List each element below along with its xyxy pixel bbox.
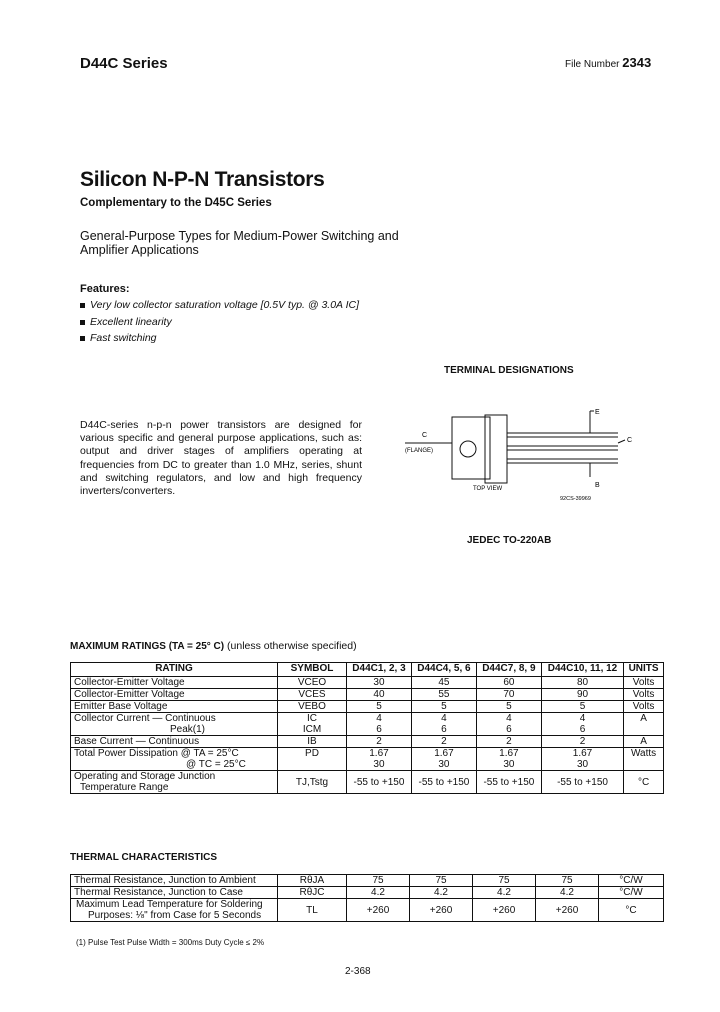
footnote: (1) Pulse Test Pulse Width = 300ms Duty Cycle ≤ 2%: [76, 938, 265, 947]
file-number-value: 2343: [622, 55, 652, 70]
column-header: D44C7, 8, 9: [476, 663, 541, 677]
feature-item: [80, 316, 172, 328]
table-cell: [541, 748, 623, 771]
series-title: D44C Series: [80, 55, 168, 72]
table-cell: IB: [278, 736, 347, 748]
table-cell: 45: [411, 677, 476, 689]
table-cell: 4.2: [536, 887, 599, 899]
cell-text: 6: [441, 724, 447, 735]
table-row: [71, 689, 664, 701]
table-cell: +260: [473, 899, 536, 922]
table-cell: PD: [278, 748, 347, 771]
flange-outline: [452, 417, 490, 479]
table-cell: [278, 713, 347, 736]
table-cell: Volts: [624, 701, 664, 713]
table-row: [71, 677, 664, 689]
cell-text: 6: [376, 724, 382, 735]
table-row: [71, 713, 664, 736]
table-row: [71, 875, 664, 887]
table-cell: 55: [411, 689, 476, 701]
file-number: [565, 55, 651, 70]
table-row: [71, 736, 664, 748]
cell-text: 1.67: [499, 748, 519, 759]
table-cell: Watts: [624, 748, 664, 771]
column-header: UNITS: [624, 663, 664, 677]
table-cell: VEBO: [278, 701, 347, 713]
bullet-icon: [80, 336, 85, 341]
table-cell: [476, 713, 541, 736]
table-cell: VCEO: [278, 677, 347, 689]
table-cell: -55 to +150: [476, 771, 541, 794]
features-heading: Features:: [80, 283, 130, 295]
label-b: B: [595, 482, 600, 489]
table-cell: 5: [347, 701, 412, 713]
cell-text: 4: [441, 713, 447, 724]
table-cell: 80: [541, 677, 623, 689]
cell-text: 1.67: [572, 748, 593, 759]
max-ratings-title: MAXIMUM RATINGS (TA = 25° C): [70, 641, 225, 652]
column-header: D44C4, 5, 6: [411, 663, 476, 677]
table-cell: Base Current — Continuous: [71, 736, 278, 748]
table-cell: Thermal Resistance, Junction to Ambient: [71, 875, 278, 887]
column-header: D44C10, 11, 12: [541, 663, 623, 677]
package-label: JEDEC TO-220AB: [467, 535, 552, 546]
feature-text: Excellent linearity: [90, 316, 172, 328]
column-header: D44C1, 2, 3: [347, 663, 412, 677]
table-header-row: [71, 663, 664, 677]
to220-package-diagram: [400, 395, 640, 510]
table-cell: 5: [411, 701, 476, 713]
table-cell: [347, 713, 412, 736]
table-row: [71, 899, 664, 922]
page-title: Silicon N-P-N Transistors: [80, 168, 325, 191]
cell-text: 30: [503, 759, 515, 770]
label-flange: (FLANGE): [405, 448, 434, 454]
cell-text: Temperature Range: [80, 782, 169, 793]
table-cell: TL: [278, 899, 347, 922]
table-cell: 5: [476, 701, 541, 713]
description: D44C-series n-p-n power transistors are designed for various specific and general purpose applications, such as: output and driver stages of amplifiers operating at frequencies from DC to greater than 1.0 MHz, series, shunt and switching regulators, and low and high frequency inverters/converters.: [80, 419, 362, 498]
table-cell: 60: [476, 677, 541, 689]
cell-text: 4: [579, 713, 586, 724]
table-cell: Collector-Emitter Voltage: [71, 677, 278, 689]
table-cell: 40: [347, 689, 412, 701]
mounting-hole: [460, 441, 476, 457]
table-row: [71, 771, 664, 794]
bullet-icon: [80, 320, 85, 325]
table-cell: [347, 748, 412, 771]
table-cell: [411, 748, 476, 771]
thermal-heading: THERMAL CHARACTERISTICS: [70, 852, 218, 863]
terminal-heading: TERMINAL DESIGNATIONS: [444, 365, 574, 376]
table-cell: 2: [476, 736, 541, 748]
table-cell: -55 to +150: [411, 771, 476, 794]
cell-text: 6: [506, 724, 512, 735]
table-cell: -55 to +150: [347, 771, 412, 794]
table-cell: [411, 713, 476, 736]
cell-text: @ TC = 25°C: [186, 759, 246, 770]
table-cell: +260: [410, 899, 473, 922]
table-cell: 75: [347, 875, 410, 887]
table-cell: 4.2: [473, 887, 536, 899]
table-cell: 90: [541, 689, 623, 701]
cell-text: 4: [376, 713, 382, 724]
column-header: RATING: [71, 663, 278, 677]
table-cell: [541, 713, 623, 736]
table-cell: RθJA: [278, 875, 347, 887]
cell-text: 30: [373, 759, 385, 770]
table-cell: Volts: [624, 689, 664, 701]
table-cell: °C/W: [599, 875, 664, 887]
bullet-icon: [80, 303, 85, 308]
table-cell: RθJC: [278, 887, 347, 899]
feature-item: [80, 299, 359, 311]
table-cell: 75: [473, 875, 536, 887]
feature-text: Very low collector saturation voltage [0.5V typ. @ 3.0A IC]: [90, 299, 360, 311]
package-body: [485, 415, 507, 483]
table-cell: [71, 771, 278, 794]
column-header: SYMBOL: [278, 663, 347, 677]
table-cell: VCES: [278, 689, 347, 701]
figure-code: 92CS-39969: [560, 496, 591, 502]
max-ratings-note: (unless otherwise specified): [227, 640, 357, 652]
feature-text: Fast switching: [90, 332, 157, 344]
cell-text: 30: [576, 759, 589, 770]
cell-text: IC: [307, 713, 317, 724]
top-view-label: TOP VIEW: [473, 486, 503, 492]
table-cell: °C: [624, 771, 664, 794]
table-cell: 30: [347, 677, 412, 689]
cell-text: ICM: [302, 724, 322, 735]
table-cell: Collector-Emitter Voltage: [71, 689, 278, 701]
table-cell: 5: [541, 701, 623, 713]
table-cell: -55 to +150: [541, 771, 623, 794]
cell-text: Operating and Storage Junction: [74, 771, 216, 782]
table-row: [71, 748, 664, 771]
table-cell: °C: [599, 899, 664, 922]
table-cell: °C/W: [599, 887, 664, 899]
table-cell: A: [624, 736, 664, 748]
table-cell: TJ,Tstg: [278, 771, 347, 794]
table-cell: 75: [410, 875, 473, 887]
table-cell: +260: [536, 899, 599, 922]
table-cell: +260: [347, 899, 410, 922]
table-cell: 70: [476, 689, 541, 701]
table-cell: [71, 748, 278, 771]
table-row: [71, 701, 664, 713]
cell-text: Peak(1): [170, 724, 206, 735]
cell-text: 6: [579, 724, 586, 735]
label-c-flange: C: [422, 432, 428, 439]
page-number: 2-368: [345, 966, 371, 977]
max-ratings-heading: [70, 640, 357, 652]
cell-text: 1.67: [369, 748, 389, 759]
cell-text: 4: [506, 713, 512, 724]
cell-text: Maximum Lead Temperature for Soldering: [76, 899, 263, 910]
feature-item: [80, 332, 157, 344]
table-row: [71, 887, 664, 899]
table-cell: 75: [536, 875, 599, 887]
file-number-label: File Number: [565, 59, 620, 70]
table-cell: 2: [541, 736, 623, 748]
cell-text: 1.67: [434, 748, 454, 759]
table-cell: [476, 748, 541, 771]
table-cell: Emitter Base Voltage: [71, 701, 278, 713]
cell-text: Purposes: ⅛" from Case for 5 Seconds: [88, 910, 262, 921]
table-cell: [71, 713, 278, 736]
table-cell: A: [624, 713, 664, 736]
table-cell: 4.2: [410, 887, 473, 899]
table-cell: 2: [411, 736, 476, 748]
table-cell: [71, 899, 278, 922]
table-cell: 2: [347, 736, 412, 748]
cell-text: Total Power Dissipation @ TA = 25°C: [74, 748, 239, 759]
table-cell: Thermal Resistance, Junction to Case: [71, 887, 278, 899]
table-cell: Volts: [624, 677, 664, 689]
table-cell: 4.2: [347, 887, 410, 899]
purpose-text: General-Purpose Types for Medium-Power Switching and Amplifier Applications: [80, 229, 399, 257]
label-c: C: [627, 437, 633, 444]
subtitle: Complementary to the D45C Series: [80, 197, 272, 209]
label-e: E: [595, 409, 600, 416]
cell-text: Collector Current — Continuous: [74, 713, 216, 724]
max-ratings-table: [70, 662, 664, 794]
thermal-table: [70, 874, 664, 922]
cell-text: 30: [438, 759, 450, 770]
